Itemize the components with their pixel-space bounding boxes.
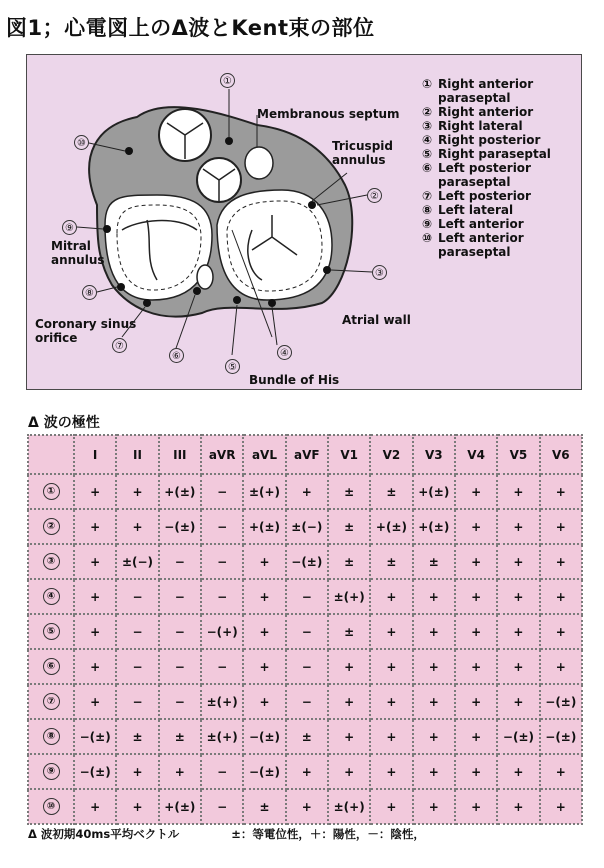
table-cell: −(±) (74, 719, 116, 754)
marker-1: ① (220, 73, 235, 88)
table-cell: ± (328, 614, 370, 649)
table-cell: ± (159, 719, 201, 754)
table-cell: + (540, 544, 582, 579)
legend-num: ④ (422, 133, 433, 147)
table-cell: − (201, 544, 243, 579)
table-cell: + (455, 614, 497, 649)
table-cell: ± (370, 474, 412, 509)
table-cell: ± (116, 719, 158, 754)
table-cell: − (201, 649, 243, 684)
table-cell: + (540, 789, 582, 824)
table-cell: + (497, 579, 539, 614)
table-cell: − (116, 684, 158, 719)
column-header: II (116, 435, 158, 474)
table-cell: +(±) (413, 474, 455, 509)
table-cell: + (413, 684, 455, 719)
table-cell: + (370, 684, 412, 719)
table-cell: + (116, 474, 158, 509)
row-header (28, 789, 74, 824)
marker-9: ⑨ (62, 220, 77, 235)
legend-num: ⑧ (422, 203, 433, 217)
marker-10: ⑩ (74, 135, 89, 150)
legend-item (422, 217, 582, 231)
table-cell: + (243, 579, 285, 614)
table-cell: + (413, 614, 455, 649)
table-cell: + (455, 509, 497, 544)
table-cell: + (455, 789, 497, 824)
table-cell: + (413, 649, 455, 684)
pathway-dot-6 (193, 287, 201, 295)
table-cell: + (455, 474, 497, 509)
table-cell: ±(+) (201, 719, 243, 754)
marker-4: ④ (277, 345, 292, 360)
pathway-dot-9 (103, 225, 111, 233)
pathway-dot-7 (143, 299, 151, 307)
table-cell: + (243, 649, 285, 684)
table-cell: + (243, 614, 285, 649)
row-id: ④ (43, 588, 60, 605)
table-cell: −(±) (540, 719, 582, 754)
table-cell: + (540, 649, 582, 684)
table-cell: ± (328, 544, 370, 579)
legend-text: Left lateral (438, 203, 514, 217)
table-cell: ± (328, 474, 370, 509)
table-cell: − (116, 579, 158, 614)
table-cell: + (116, 509, 158, 544)
marker-5: ⑤ (225, 359, 240, 374)
table-cell: + (370, 754, 412, 789)
row-id: ⑤ (43, 623, 60, 640)
table-cell: +(±) (413, 509, 455, 544)
legend-item (422, 119, 582, 133)
legend-item (422, 231, 582, 259)
table-row (28, 754, 582, 789)
table-row (28, 719, 582, 754)
table-cell: + (74, 579, 116, 614)
table-cell: − (116, 614, 158, 649)
table-cell: + (455, 579, 497, 614)
table-row (28, 684, 582, 719)
legend-text: Left anterior (438, 217, 524, 231)
row-header (28, 509, 74, 544)
table-body (28, 474, 582, 824)
table-cell: + (328, 719, 370, 754)
row-header (28, 719, 74, 754)
table-cell: ± (370, 544, 412, 579)
table-cell: + (286, 474, 328, 509)
column-header: aVL (243, 435, 285, 474)
table-cell: + (328, 684, 370, 719)
table-cell: − (201, 754, 243, 789)
legend-item (422, 189, 582, 203)
table-cell: + (540, 509, 582, 544)
pathway-dot-10 (125, 147, 133, 155)
footnote-symbol-legend: ±：等電位性，＋：陽性，－：陰性， (231, 827, 425, 841)
footnote-vector-note: Δ 波初期40ms平均ベクトル (28, 827, 180, 841)
column-header: V1 (328, 435, 370, 474)
legend-num: ⑨ (422, 217, 433, 231)
table-cell: +(±) (159, 789, 201, 824)
table-cell: + (116, 789, 158, 824)
table-cell: + (370, 789, 412, 824)
marker-6: ⑥ (169, 348, 184, 363)
table-cell: + (455, 719, 497, 754)
table-cell: + (497, 649, 539, 684)
table-cell: + (370, 579, 412, 614)
table-cell: −(±) (243, 719, 285, 754)
table-cell: ±(+) (243, 474, 285, 509)
column-header: V5 (497, 435, 539, 474)
table-cell: + (116, 754, 158, 789)
column-header: I (74, 435, 116, 474)
table-cell: ±(+) (328, 579, 370, 614)
row-id: ① (43, 483, 60, 500)
row-id: ⑩ (43, 798, 60, 815)
pathway-dot-4 (268, 299, 276, 307)
table-cell: ± (243, 789, 285, 824)
marker-8: ⑧ (82, 285, 97, 300)
coronary-sinus-orifice (197, 265, 213, 289)
row-id: ② (43, 518, 60, 535)
legend-text: Left anterior paraseptal (438, 231, 524, 259)
table-cell: −(±) (159, 509, 201, 544)
table-cell: + (497, 544, 539, 579)
table-cell: −(±) (497, 719, 539, 754)
table-cell: −(±) (286, 544, 328, 579)
table-cell: + (159, 754, 201, 789)
label-bundle-of-his: Bundle of His (249, 373, 340, 387)
membranous-septum (245, 147, 273, 179)
table-row (28, 509, 582, 544)
table-cell: ± (413, 544, 455, 579)
column-header: III (159, 435, 201, 474)
column-header: V3 (413, 435, 455, 474)
row-header (28, 579, 74, 614)
legend-num: ② (422, 105, 433, 119)
table-cell: + (74, 649, 116, 684)
label-tricuspid-annulus: Tricuspid annulus (332, 139, 393, 167)
column-header: V6 (540, 435, 582, 474)
table-cell: + (497, 789, 539, 824)
heart-diagram-panel (26, 54, 582, 390)
table-cell: ±(+) (201, 684, 243, 719)
table-cell: − (159, 544, 201, 579)
row-id: ③ (43, 553, 60, 570)
table-row (28, 649, 582, 684)
legend-num: ⑩ (422, 231, 433, 245)
legend-item (422, 105, 582, 119)
table-cell: + (286, 789, 328, 824)
table-cell: ±(+) (328, 789, 370, 824)
row-id: ⑧ (43, 728, 60, 745)
row-header (28, 684, 74, 719)
table-cell: + (243, 684, 285, 719)
table-cell: − (201, 474, 243, 509)
label-mitral-annulus: Mitral annulus (51, 239, 105, 267)
table-cell: + (413, 719, 455, 754)
table-cell: − (201, 789, 243, 824)
table-cell: + (328, 754, 370, 789)
table-cell: − (116, 649, 158, 684)
table-cell: − (159, 579, 201, 614)
table-cell: +(±) (370, 509, 412, 544)
table-cell: − (159, 649, 201, 684)
pathway-dot-5 (233, 296, 241, 304)
table-cell: + (74, 684, 116, 719)
table-cell: ± (328, 509, 370, 544)
marker-2: ② (367, 188, 382, 203)
label-membranous-septum: Membranous septum (257, 107, 400, 121)
table-cell: + (370, 614, 412, 649)
pathway-dot-1 (225, 137, 233, 145)
marker-3: ③ (372, 265, 387, 280)
table-cell: + (74, 474, 116, 509)
table-cell: + (74, 614, 116, 649)
column-header: aVF (286, 435, 328, 474)
table-cell: + (455, 754, 497, 789)
table-cell: + (286, 754, 328, 789)
table-cell: − (286, 614, 328, 649)
table-cell: − (159, 684, 201, 719)
table-cell: + (497, 684, 539, 719)
column-header: V2 (370, 435, 412, 474)
legend-num: ⑤ (422, 147, 433, 161)
marker-7: ⑦ (112, 338, 127, 353)
table-cell: + (540, 474, 582, 509)
table-cell: + (243, 544, 285, 579)
pathway-dot-3 (323, 266, 331, 274)
table-cell: − (159, 614, 201, 649)
legend-num: ① (422, 77, 433, 91)
table-cell: ± (286, 719, 328, 754)
legend-text: Right anterior (438, 105, 534, 119)
legend-item (422, 161, 582, 189)
table-cell: + (455, 649, 497, 684)
table-cell: +(±) (159, 474, 201, 509)
row-id: ⑥ (43, 658, 60, 675)
table-cell: + (497, 754, 539, 789)
table-cell: + (497, 509, 539, 544)
table-cell: ±(−) (116, 544, 158, 579)
table-cell: −(+) (201, 614, 243, 649)
table-header-row (28, 435, 582, 474)
legend-num: ⑥ (422, 161, 433, 175)
table-cell: + (370, 719, 412, 754)
table-cell: + (74, 789, 116, 824)
table-cell: + (497, 474, 539, 509)
row-header (28, 474, 74, 509)
legend-text: Left posterior paraseptal (438, 161, 531, 189)
footnote (28, 826, 425, 842)
table-row (28, 579, 582, 614)
table-cell: + (413, 754, 455, 789)
column-header: V4 (455, 435, 497, 474)
table-cell: +(±) (243, 509, 285, 544)
legend-text: Left posterior (438, 189, 531, 203)
legend-text: Right paraseptal (438, 147, 551, 161)
label-coronary-sinus-orifice: Coronary sinus orifice (35, 317, 137, 345)
legend-num: ⑦ (422, 189, 433, 203)
row-header (28, 614, 74, 649)
table-cell: + (413, 789, 455, 824)
table-cell: −(±) (74, 754, 116, 789)
legend-text: Right lateral (438, 119, 523, 133)
table-cell: + (74, 544, 116, 579)
pathway-legend (422, 77, 582, 259)
table-row (28, 474, 582, 509)
legend-item (422, 133, 582, 147)
table-cell: −(±) (540, 684, 582, 719)
table-cell: + (540, 579, 582, 614)
page-title: 図1；心電図上のΔ波とKent束の部位 (6, 16, 375, 40)
table-heading: Δ 波の極性 (28, 415, 100, 431)
table-cell: + (540, 614, 582, 649)
table-cell: + (455, 684, 497, 719)
table-row (28, 544, 582, 579)
table-row (28, 789, 582, 824)
row-id: ⑨ (43, 763, 60, 780)
table-cell: + (497, 614, 539, 649)
table-cell: − (286, 579, 328, 614)
table-cell: + (413, 579, 455, 614)
row-header (28, 649, 74, 684)
legend-text: Right posterior (438, 133, 541, 147)
row-header (28, 754, 74, 789)
table-cell: + (328, 649, 370, 684)
label-atrial-wall: Atrial wall (342, 313, 411, 327)
column-header: aVR (201, 435, 243, 474)
table-corner-cell (28, 435, 74, 474)
table-cell: ±(−) (286, 509, 328, 544)
table-cell: −(±) (243, 754, 285, 789)
table-cell: + (74, 509, 116, 544)
pathway-dot-8 (117, 283, 125, 291)
delta-wave-polarity-table (27, 434, 583, 825)
table-cell: − (286, 649, 328, 684)
pathway-dot-2 (308, 201, 316, 209)
table-cell: + (455, 544, 497, 579)
legend-num: ③ (422, 119, 433, 133)
row-header (28, 544, 74, 579)
row-id: ⑦ (43, 693, 60, 710)
legend-item (422, 147, 582, 161)
legend-item (422, 77, 582, 105)
table-cell: + (540, 754, 582, 789)
legend-item (422, 203, 582, 217)
table-cell: + (370, 649, 412, 684)
legend-text: Right anterior paraseptal (438, 77, 534, 105)
table-cell: − (286, 684, 328, 719)
table-row (28, 614, 582, 649)
table-cell: − (201, 509, 243, 544)
table-cell: − (201, 579, 243, 614)
